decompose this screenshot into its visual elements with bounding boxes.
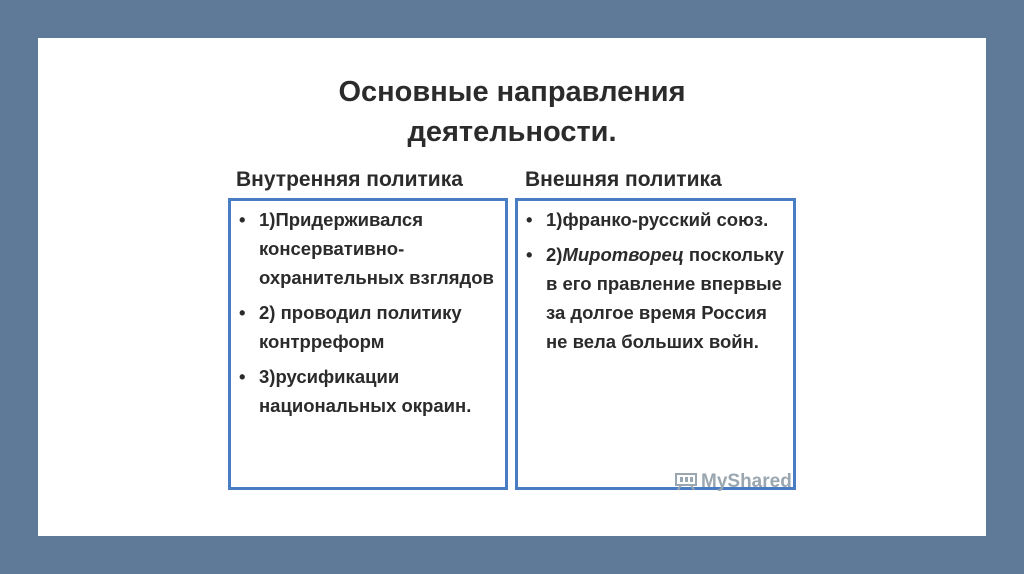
- foreign-policy-heading: Внешняя политика: [525, 168, 722, 191]
- list-item: [518, 240, 793, 356]
- list-item: [231, 205, 505, 292]
- list-item-prefix: 2): [546, 244, 563, 265]
- bullet-icon: •: [239, 209, 246, 230]
- watermark-text: MyShared: [701, 471, 792, 492]
- slide: [38, 38, 986, 536]
- peacemaker-term: Миротворец: [562, 244, 684, 265]
- foreign-policy-list: [518, 205, 793, 356]
- list-item-text: 1)франко-русский союз.: [546, 209, 769, 230]
- list-item-text: поскольку в его правление впервые за долгое время Россия не вела больших войн.: [546, 244, 784, 352]
- list-item-text: 2) проводил политику контрреформ: [259, 302, 462, 352]
- foreign-policy-box: [515, 198, 796, 490]
- myshared-logo-icon: [675, 473, 697, 491]
- list-item: [231, 362, 505, 420]
- bullet-icon: •: [526, 209, 533, 230]
- list-item-text: 3)русификации национальных окраин.: [259, 366, 472, 416]
- internal-policy-list: [231, 205, 505, 420]
- watermark: [675, 471, 792, 493]
- bullet-icon: •: [239, 302, 246, 323]
- list-item: [231, 298, 505, 356]
- internal-policy-box: [228, 198, 508, 490]
- list-item: [518, 205, 793, 234]
- list-item-text: 1)Придерживался консервативно-охранительных взглядов: [259, 209, 494, 288]
- bullet-icon: •: [239, 366, 246, 387]
- title-line-2: деятельности.: [407, 116, 617, 148]
- slide-title: [38, 72, 986, 152]
- title-line-1: Основные направления: [338, 76, 686, 108]
- internal-policy-heading: Внутренняя политика: [236, 168, 463, 191]
- bullet-icon: •: [526, 244, 533, 265]
